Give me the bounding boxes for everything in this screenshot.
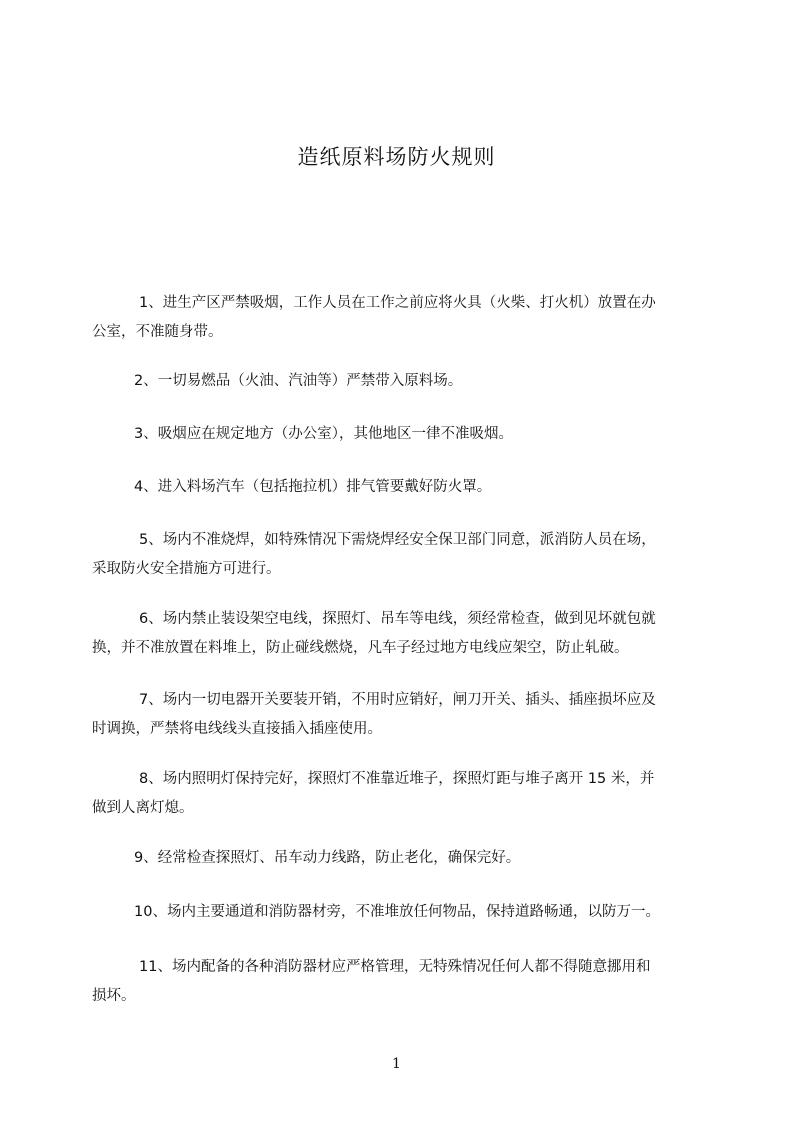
rule-item-10: [103, 898, 713, 927]
rule-line: 6、场内禁止装设架空电线，探照灯、吊车等电线，须经常检查，做到见坏就包就: [139, 611, 656, 627]
rule-line: 11、场内配备的各种消防器材应严格管理，无特殊情况任何人都不得随意挪用和: [139, 959, 651, 975]
rule-line: 时调换，严禁将电线线头直接插入插座使用。: [92, 721, 382, 737]
document-title: 造纸原料场防火规则: [297, 145, 496, 169]
rule-line: 9、经常检查探照灯、吊车动力线路，防止老化，确保完好。: [134, 850, 521, 866]
rule-line: 2、一切易燃品（火油、汽油等）严禁带入原料场。: [134, 373, 463, 389]
rule-line: 7、场内一切电器开关要装开销，不用时应销好，闸刀开关、插头、插座损坏应及: [139, 692, 656, 708]
rule-line: 采取防火安全措施方可进行。: [92, 561, 281, 577]
rule-line: 5、场内不准烧焊，如特殊情况下需烧焊经安全保卫部门同意，派消防人员在场，: [139, 532, 656, 548]
rule-line: 损坏。: [92, 988, 136, 1004]
rule-line: 4、进入料场汽车（包括拖拉机）排气管要戴好防火罩。: [134, 479, 492, 495]
rule-item-5: [92, 526, 713, 584]
rule-item-11: [92, 953, 713, 1011]
rule-line: 换，并不准放置在料堆上，防止碰线燃烧，凡车子经过地方电线应架空，防止轧破。: [92, 640, 629, 656]
rule-item-7: [92, 686, 713, 744]
rule-item-6: [92, 605, 713, 663]
rule-item-4: [103, 473, 713, 502]
rule-line: 做到人离灯熄。: [92, 800, 194, 816]
rule-line: 3、吸烟应在规定地方（办公室），其他地区一律不准吸烟。: [134, 426, 513, 442]
rule-line: 10、场内主要通道和消防器材旁，不准堆放任何物品，保持道路畅通，以防万一。: [134, 904, 660, 920]
page-number: 1: [392, 1056, 401, 1072]
rule-item-8: [92, 765, 713, 823]
rule-line: 公室，不准随身带。: [92, 324, 223, 340]
rule-item-3: [103, 420, 713, 449]
rule-line: 1、进生产区严禁吸烟，工作人员在工作之前应将火具（火柴、打火机）放置在办: [139, 295, 656, 311]
rule-item-1: [92, 289, 713, 347]
rule-item-2: [103, 367, 713, 396]
rule-item-9: [103, 844, 713, 873]
rule-line: 8、场内照明灯保持完好，探照灯不准靠近堆子，探照灯距与堆子离开 15 米，并: [139, 771, 655, 787]
